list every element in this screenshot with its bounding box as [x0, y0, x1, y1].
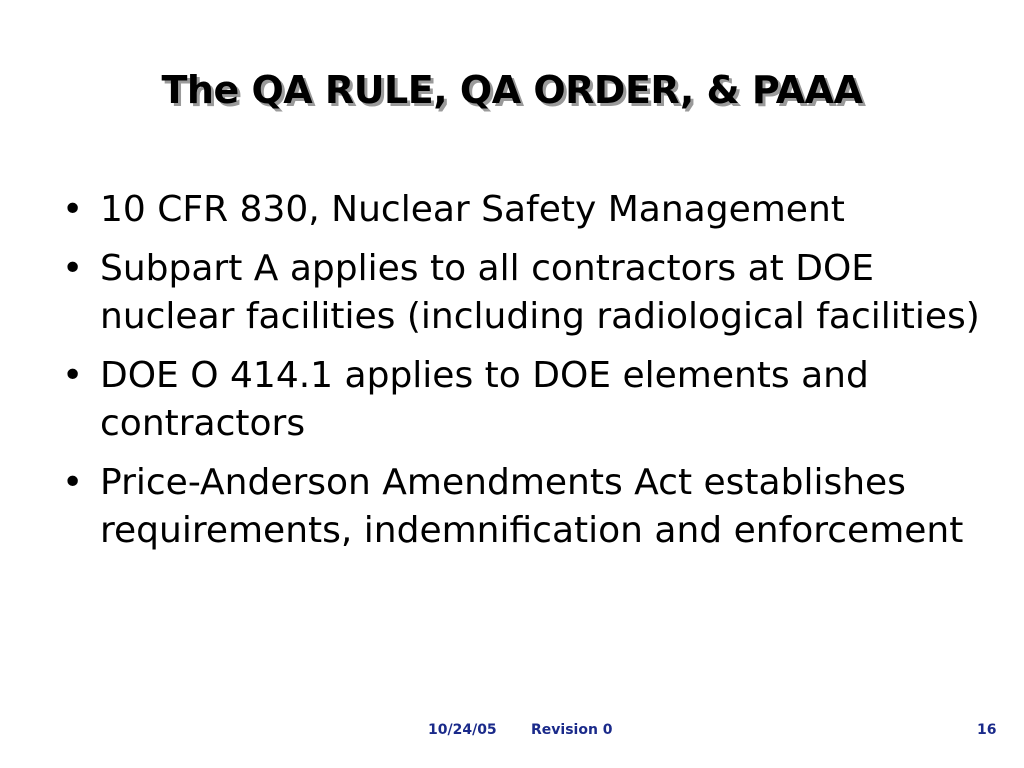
bullet-marker: • — [62, 355, 84, 396]
page-number: 16 — [977, 722, 997, 738]
bullet-marker: • — [62, 189, 84, 230]
bullet-text: 10 CFR 830, Nuclear Safety Management — [100, 189, 845, 230]
bullet-item — [62, 245, 982, 341]
bullet-text: DOE O 414.1 applies to DOE elements and contractors — [100, 355, 869, 444]
bullet-marker: • — [62, 248, 84, 289]
bullet-marker: • — [62, 462, 84, 503]
bullet-item — [62, 352, 982, 448]
bullet-text: Subpart A applies to all contractors at DOE nuclear facilities (including radiological facilities) — [100, 248, 980, 337]
bullet-item — [62, 459, 982, 555]
footer-revision: Revision 0 — [531, 722, 613, 738]
footer-date: 10/24/05 — [428, 722, 497, 738]
slide-title: The QA RULE, QA ORDER, & PAAA — [161, 68, 863, 112]
bullet-text: Price-Anderson Amendments Act establishes requirements, indemnification and enforcement — [100, 462, 964, 551]
bullet-item — [62, 186, 982, 234]
bullet-list — [62, 186, 982, 566]
